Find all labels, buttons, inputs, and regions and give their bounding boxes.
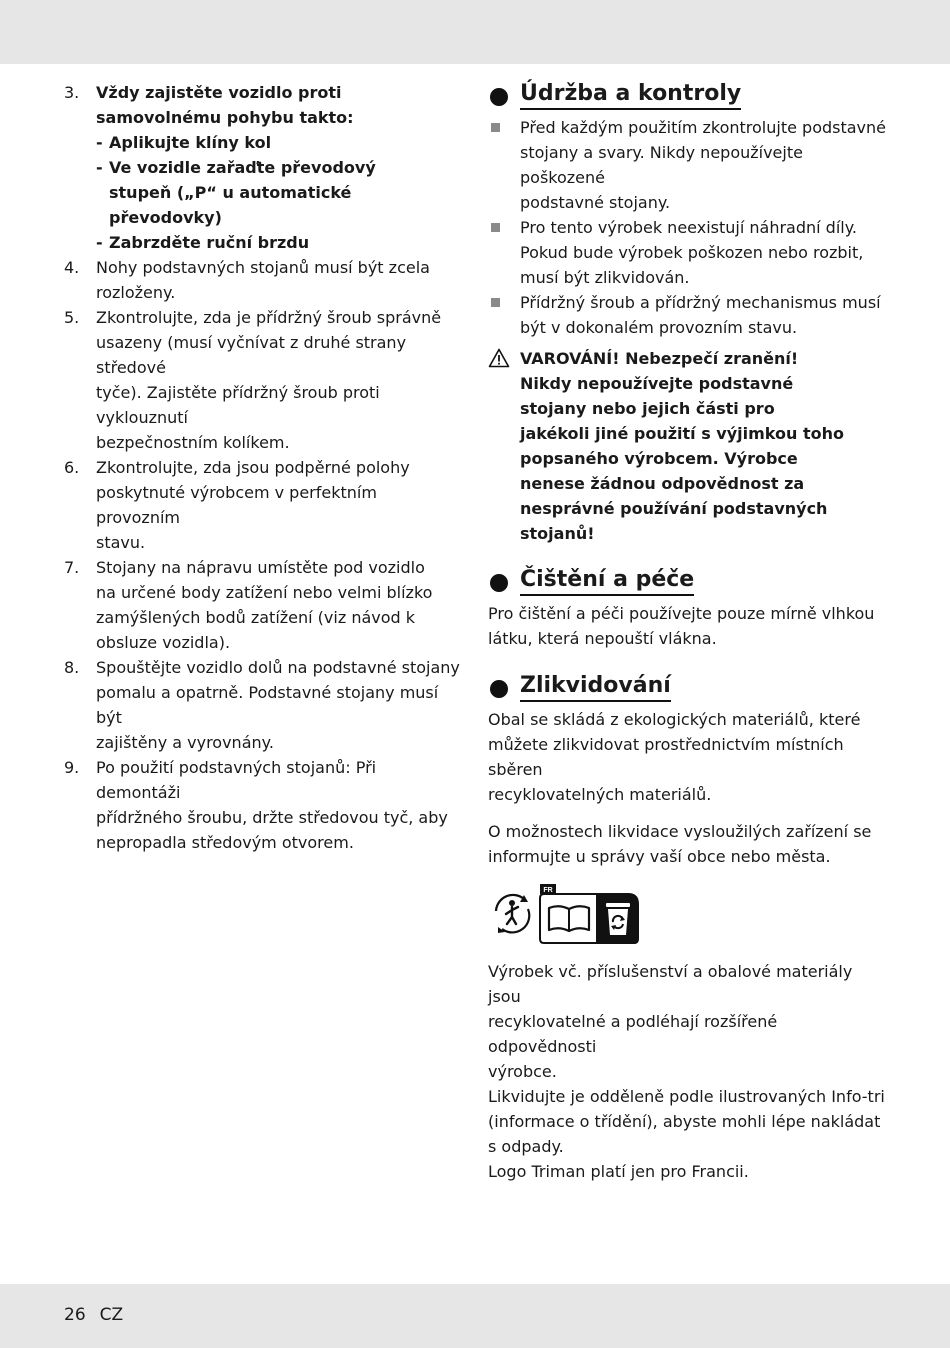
paragraph-line: látku, která nepouští vlákna. xyxy=(488,629,717,648)
step-line: zamýšlených bodů zatížení (viz návod k xyxy=(96,608,416,627)
warning-block xyxy=(488,346,888,546)
left-column xyxy=(64,80,464,855)
step-3-title-line: Vždy zajistěte vozidlo proti xyxy=(96,83,342,102)
list-item-line: musí být zlikvidován. xyxy=(520,268,690,287)
step-line: Spouštějte vozidlo dolů na podstavné stojany xyxy=(96,658,460,677)
paragraph xyxy=(488,819,888,869)
warning-line: Nikdy nepoužívejte podstavné xyxy=(520,374,794,393)
step-7 xyxy=(64,555,464,655)
section-heading-disposal xyxy=(488,672,888,704)
paragraph-line: Pro čištění a péči používejte pouze mírně vlhkou xyxy=(488,604,875,623)
step-line: na určené body zatížení nebo velmi blízko xyxy=(96,583,433,602)
step-line: tyče). Zajistěte přídržný šroub proti vyklouznutí xyxy=(96,383,380,427)
page-number: 26 xyxy=(64,1305,86,1325)
step-number: 3. xyxy=(64,83,80,102)
warning-line: stojanů! xyxy=(520,524,595,543)
list-item-line: Přídržný šroub a přídržný mechanismus musí xyxy=(520,293,881,312)
heading-text: Čištění a péče xyxy=(520,566,694,596)
step-line: Zkontrolujte, zda je přídržný šroub správně xyxy=(96,308,442,327)
bullet-dot-icon xyxy=(490,680,508,698)
step-3 xyxy=(64,80,464,255)
paragraph-line: recyklovatelných materiálů. xyxy=(488,785,712,804)
sub-item-line: Ve vozidle zařaďte převodový xyxy=(109,158,376,177)
step-line: usazeny (musí vyčnívat z druhé strany středové xyxy=(96,333,407,377)
warning-line: VAROVÁNÍ! Nebezpečí zranění! xyxy=(520,349,799,368)
paragraph-line: Likvidujte je odděleně podle ilustrovaných Info-tri xyxy=(488,1087,885,1106)
step-line: Stojany na nápravu umístěte pod vozidlo xyxy=(96,558,425,577)
paragraph-line: Obal se skládá z ekologických materiálů, které xyxy=(488,710,861,729)
paragraph-line: (informace o třídění), abyste mohli lépe nakládat xyxy=(488,1112,881,1131)
sub-item-line: stupeň („P“ u automatické xyxy=(109,183,352,202)
paragraph-line: recyklovatelné a podléhají rozšířené odpovědnosti xyxy=(488,1012,778,1056)
sub-item-line: Aplikujte klíny kol xyxy=(109,133,272,152)
square-bullet-icon xyxy=(491,298,500,307)
heading-text: Údržba a kontroly xyxy=(520,80,741,110)
step-line: Po použití podstavných stojanů: Při demontáži xyxy=(96,758,377,802)
step-number: 9. xyxy=(64,758,80,777)
warning-line: stojany nebo jejich části pro xyxy=(520,399,775,418)
paragraph xyxy=(488,707,888,807)
paragraph-line: můžete zlikvidovat prostřednictvím místních sběren xyxy=(488,735,844,779)
step-line: přídržného šroubu, držte středovou tyč, aby xyxy=(96,808,448,827)
list-item-line: Pokud bude výrobek poškozen nebo rozbit, xyxy=(520,243,864,262)
dash-marker: - xyxy=(96,233,103,252)
paragraph-line: Logo Triman platí jen pro Francii. xyxy=(488,1162,749,1181)
sub-item xyxy=(96,230,464,255)
header-bar xyxy=(0,0,950,64)
sub-item-line: Zabrzděte ruční brzdu xyxy=(109,233,310,252)
warning-triangle-icon xyxy=(488,348,510,368)
step-9 xyxy=(64,755,464,855)
step-line: obsluze vozidla). xyxy=(96,633,231,652)
paragraph-line: s odpady. xyxy=(488,1137,564,1156)
step-line: zajištěny a vyrovnány. xyxy=(96,733,274,752)
step-4 xyxy=(64,255,464,305)
sub-item xyxy=(96,130,464,155)
triman-logo-group xyxy=(488,883,888,947)
list-item-line: podstavné stojany. xyxy=(520,193,671,212)
step-number: 8. xyxy=(64,658,80,677)
bullet-dot-icon xyxy=(490,88,508,106)
section-heading-maintenance xyxy=(488,80,888,112)
bullet-dot-icon xyxy=(490,574,508,592)
right-column xyxy=(488,80,888,1184)
paragraph-line: O možnostech likvidace vysloužilých zařízení se xyxy=(488,822,872,841)
step-line: stavu. xyxy=(96,533,146,552)
step-3-title-line: samovolnému pohybu takto: xyxy=(96,108,354,127)
step-line: pomalu a opatrně. Podstavné stojany musí být xyxy=(96,683,439,727)
list-item xyxy=(488,215,888,290)
paragraph-line: výrobce. xyxy=(488,1062,557,1081)
warning-line: jakékoli jiné použití s výjimkou toho xyxy=(520,424,844,443)
warning-line: nesprávné používání podstavných xyxy=(520,499,828,518)
step-6 xyxy=(64,455,464,555)
list-item-line: Před každým použitím zkontrolujte podstavné xyxy=(520,118,886,137)
footer-bar xyxy=(0,1284,950,1348)
step-line: poskytnuté výrobcem v perfektním provozním xyxy=(96,483,377,527)
warning-line: popsaného výrobcem. Výrobce xyxy=(520,449,798,468)
page-footer xyxy=(64,1305,123,1325)
step-line: nepropadla středovým otvorem. xyxy=(96,833,354,852)
step-number: 4. xyxy=(64,258,80,277)
heading-text: Zlikvidování xyxy=(520,672,671,702)
step-line: Zkontrolujte, zda jsou podpěrné polohy xyxy=(96,458,410,477)
step-number: 6. xyxy=(64,458,80,477)
paragraph xyxy=(488,959,888,1184)
step-number: 7. xyxy=(64,558,80,577)
recycle-bin-icon xyxy=(604,900,632,938)
section-heading-cleaning xyxy=(488,566,888,598)
list-item xyxy=(488,290,888,340)
paragraph-line: Výrobek vč. příslušenství a obalové materiály jsou xyxy=(488,962,853,1006)
step-line: bezpečnostním kolíkem. xyxy=(96,433,290,452)
step-line: rozloženy. xyxy=(96,283,176,302)
step-line: Nohy podstavných stojanů musí být zcela xyxy=(96,258,430,277)
sub-item xyxy=(96,155,464,230)
list-item-line: stojany a svary. Nikdy nepoužívejte poškozené xyxy=(520,143,803,187)
square-bullet-icon xyxy=(491,223,500,232)
dash-marker: - xyxy=(96,158,103,177)
list-item-line: být v dokonalém provozním stavu. xyxy=(520,318,798,337)
fr-label: FR xyxy=(543,887,553,894)
list-item-line: Pro tento výrobek neexistují náhradní díly. xyxy=(520,218,857,237)
step-8 xyxy=(64,655,464,755)
step-number: 5. xyxy=(64,308,80,327)
dash-marker: - xyxy=(96,133,103,152)
square-bullet-icon xyxy=(491,123,500,132)
warning-line: nenese žádnou odpovědnost za xyxy=(520,474,805,493)
paragraph-line: informujte u správy vaší obce nebo města. xyxy=(488,847,831,866)
list-item xyxy=(488,115,888,215)
paragraph xyxy=(488,601,888,651)
step-5 xyxy=(64,305,464,455)
sub-item-line: převodovky) xyxy=(109,208,222,227)
book-icon xyxy=(546,903,592,935)
language-code: CZ xyxy=(99,1305,124,1325)
